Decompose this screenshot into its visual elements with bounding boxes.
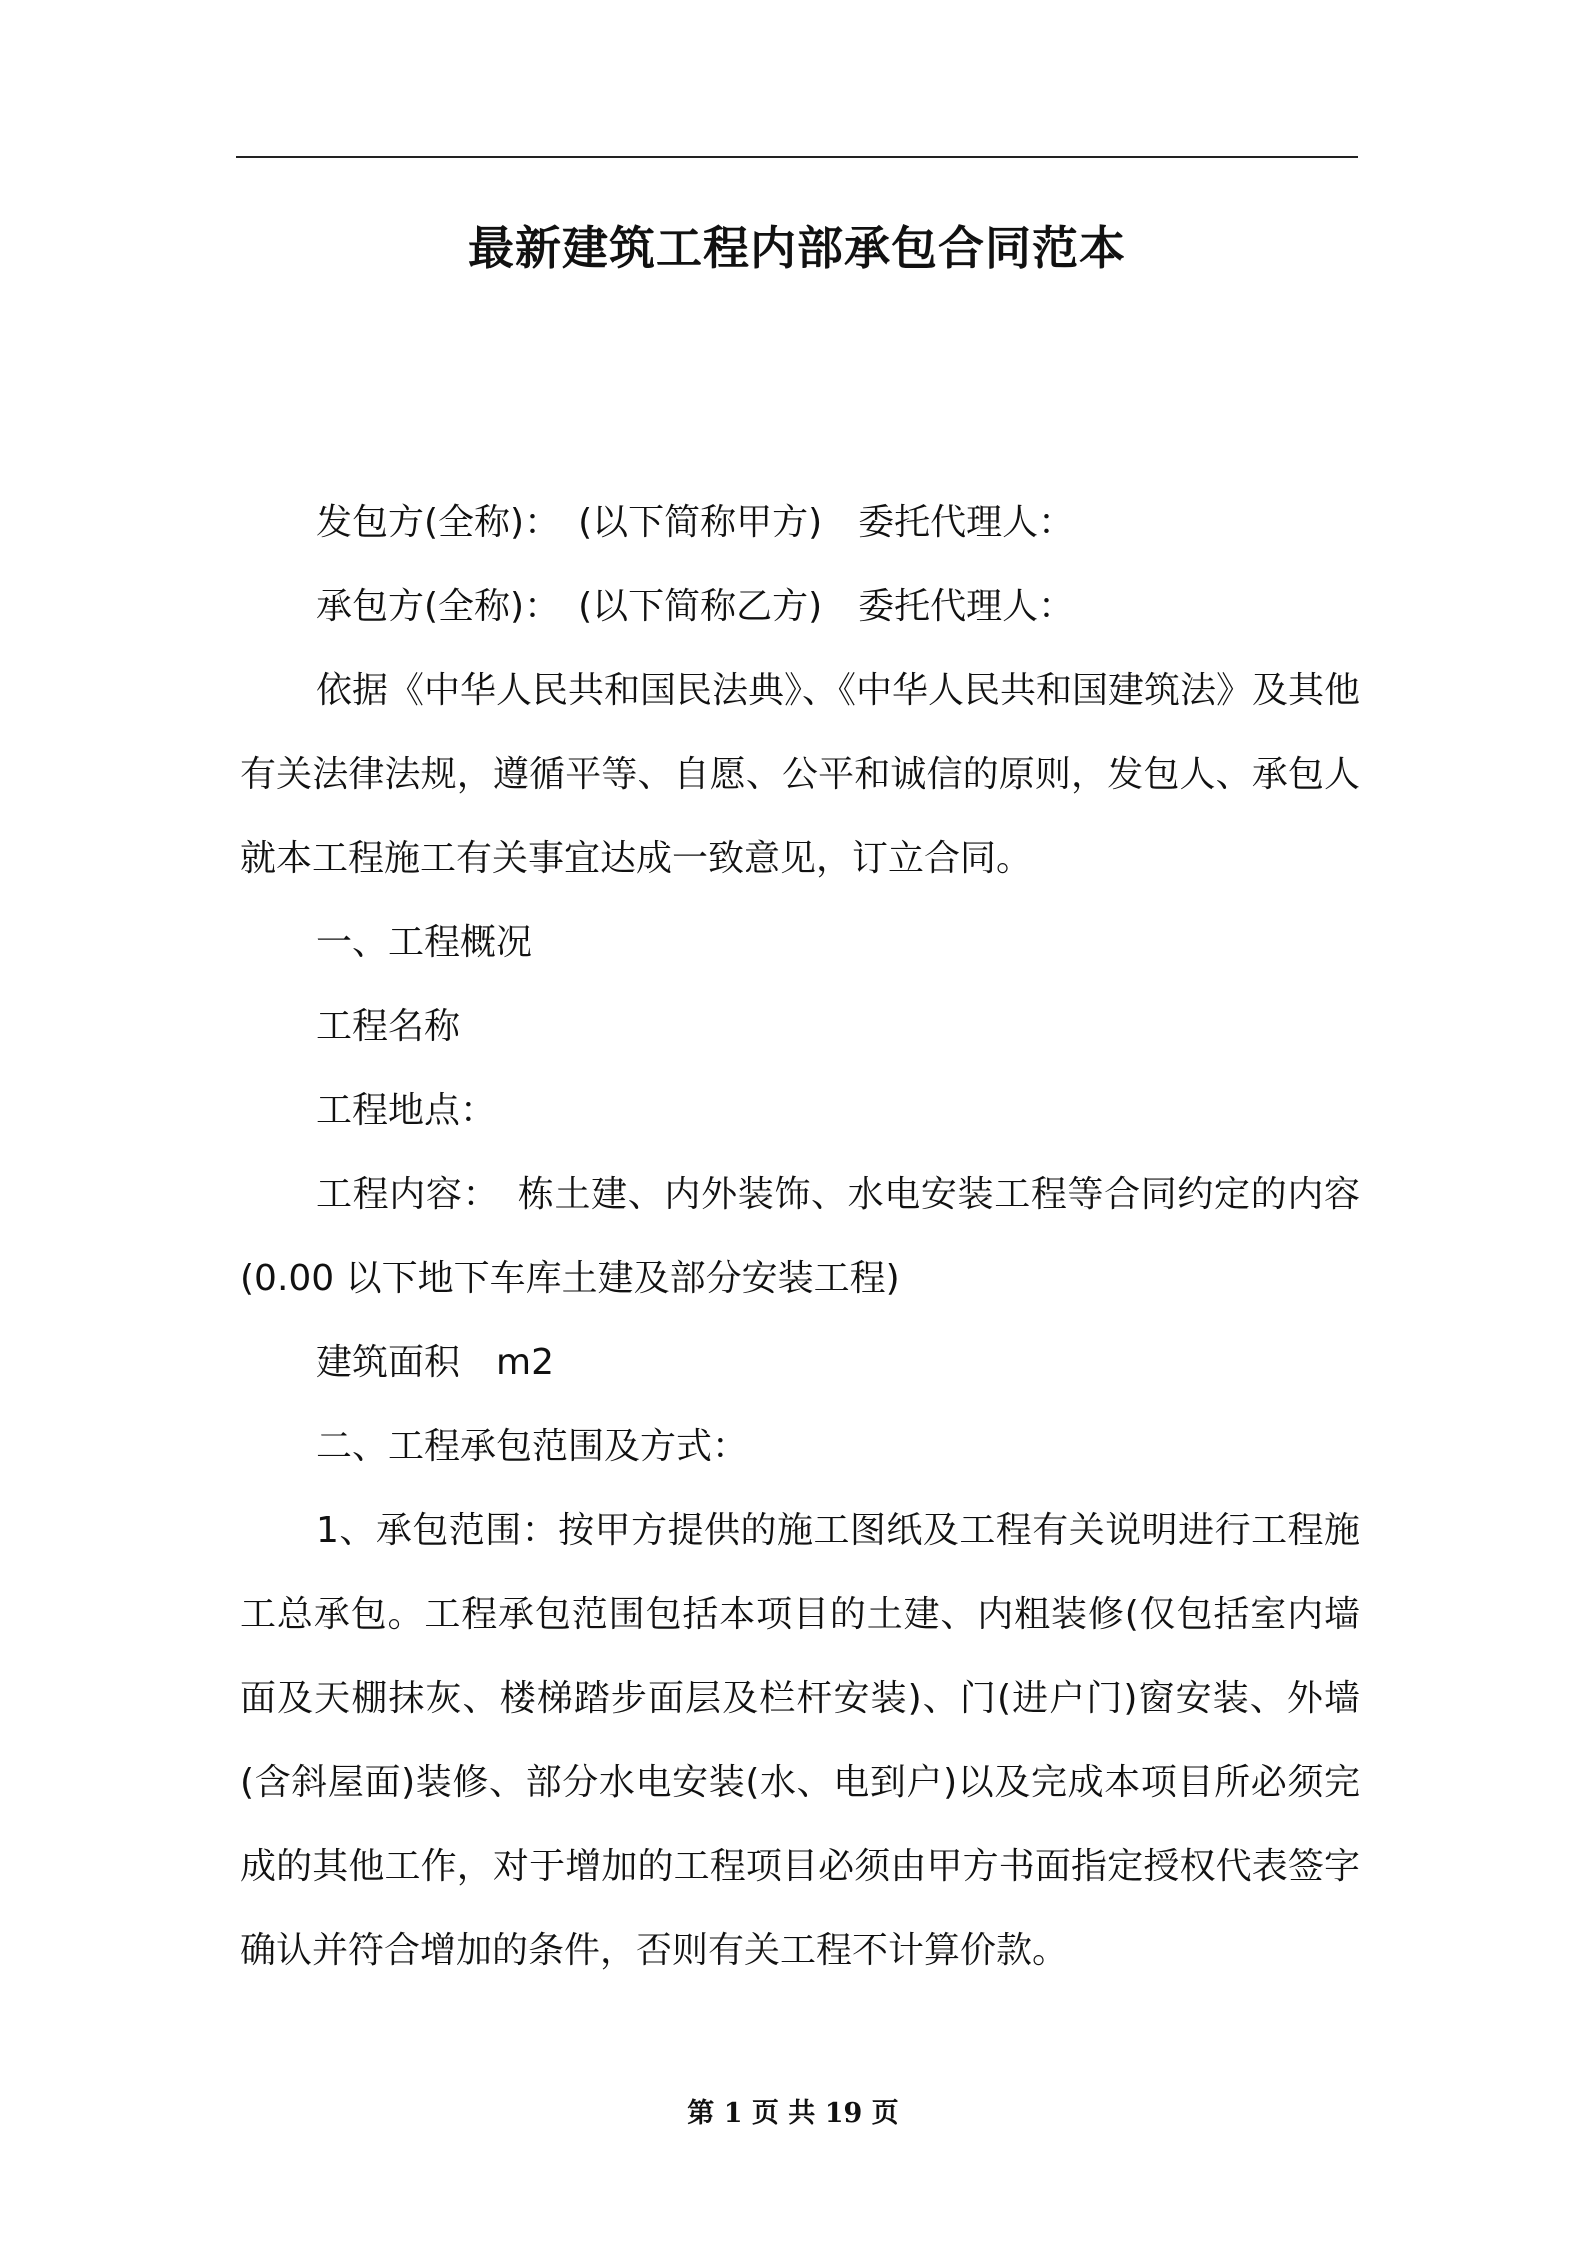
document-title: 最新建筑工程内部承包合同范本 — [468, 221, 1126, 275]
paragraph-project-location: 工程地点： — [316, 1090, 497, 1131]
footer-prefix: 第 — [687, 2098, 724, 2129]
total-page-count: 19 — [824, 2098, 863, 2129]
footer-middle: 页 共 — [742, 2098, 825, 2129]
section-heading-scope: 二、工程承包范围及方式： — [316, 1426, 749, 1467]
paragraph-project-name: 工程名称 — [316, 1006, 461, 1047]
document-body — [240, 481, 1360, 1993]
paragraph-building-area: 建筑面积 m2 — [316, 1342, 554, 1383]
paragraph-contractor: 承包方(全称)： (以下简称乙方) 委托代理人： — [316, 586, 1075, 627]
section-heading-overview: 一、工程概况 — [316, 922, 533, 963]
paragraph-preamble: 依据《中华人民共和国民法典》、《中华人民共和国建筑法》及其他有关法律法规，遵循平等、自愿、公平和诚信的原则，发包人、承包人就本工程施工有关事宜达成一致意见，订立合同。 — [240, 670, 1361, 879]
paragraph-project-content: 工程内容： 栋土建、内外装饰、水电安装工程等合同约定的内容(0.00 以下地下车库土建及部分安装工程) — [240, 1174, 1360, 1299]
page-footer — [0, 2094, 1586, 2134]
paragraph-scope-detail: 1、承包范围：按甲方提供的施工图纸及工程有关说明进行工程施工总承包。工程承包范围包括本项目的土建、内粗装修(仅包括室内墙面及天棚抹灰、楼梯踏步面层及栏杆安装)、门(进户门)窗安装、外墙(含斜屋面)装修、部分水电安装(水、电到户)以及完成本项目所必须完成的其他工作，对于增加的工程项目必须由甲方书面指定授权代表签字确认并符合增加的条件，否则有关工程不计算价款。 — [240, 1510, 1360, 1971]
current-page-number: 1 — [723, 2098, 743, 2129]
header-rule — [236, 156, 1358, 158]
paragraph-employer: 发包方(全称)： (以下简称甲方) 委托代理人： — [316, 502, 1075, 543]
footer-suffix: 页 — [862, 2098, 899, 2129]
